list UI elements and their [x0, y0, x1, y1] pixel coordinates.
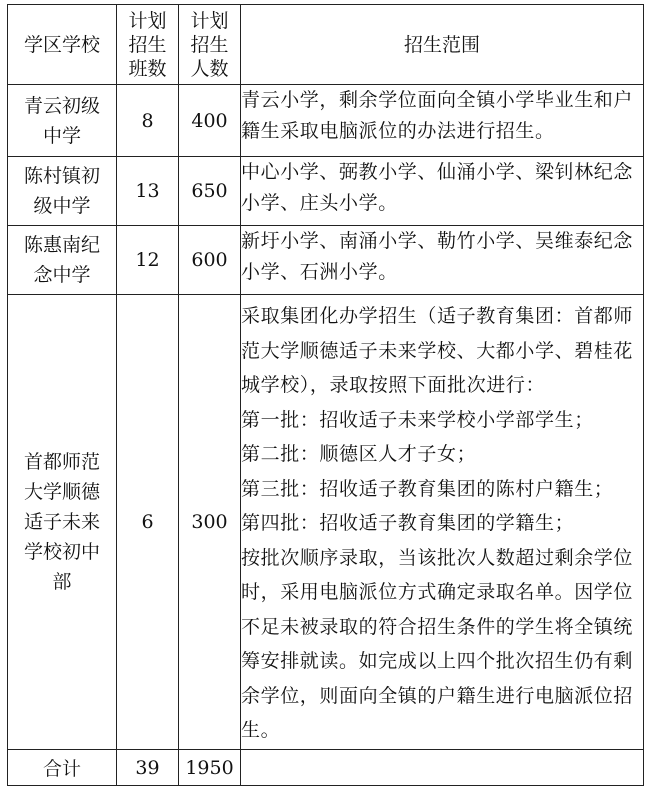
admissions-table — [7, 4, 644, 786]
school-name-line: 学校初中 — [23, 541, 100, 563]
scope-line: 余学位，则面向全镇的户籍生进行电脑派位招 — [241, 684, 634, 707]
school-name-line: 适子未来 — [23, 511, 100, 533]
school-name-line: 中学 — [42, 124, 81, 147]
scope-line: 籍生采取电脑派位的办法进行招生。 — [241, 120, 555, 142]
scope-line: 城学校），录取按照下面批次进行： — [241, 374, 546, 396]
planned-students: 600 — [179, 226, 241, 295]
school-name-line: 首都师范 — [23, 451, 100, 473]
planned-students: 300 — [179, 295, 241, 750]
scope-line: 小学、庄头小学。 — [241, 192, 398, 214]
table-row — [8, 157, 644, 226]
scope-line: 第四批：招收适子教育集团的学籍生； — [241, 512, 575, 534]
header-students-line: 招生 — [190, 33, 229, 56]
header-school: 学区学校 — [8, 5, 117, 85]
table-row — [8, 226, 644, 295]
planned-classes: 12 — [117, 226, 179, 295]
school-name — [8, 157, 117, 226]
planned-classes: 8 — [117, 85, 179, 157]
school-name — [8, 226, 117, 295]
scope-line: 时，采用电脑派位方式确定录取名单。因学位 — [241, 581, 634, 603]
scope-line: 筹安排就读。如完成以上四个批次招生仍有剩 — [241, 650, 634, 672]
total-scope — [241, 750, 644, 786]
planned-classes: 13 — [117, 157, 179, 226]
school-name-line: 青云初级 — [23, 94, 100, 117]
admission-scope — [241, 295, 644, 750]
admission-scope — [241, 85, 644, 157]
planned-students: 400 — [179, 85, 241, 157]
scope-line: 小学、石洲小学。 — [241, 261, 398, 283]
header-planned-classes — [117, 5, 179, 85]
scope-line: 生。 — [241, 719, 281, 741]
scope-line: 新圩小学、南涌小学、勒竹小学、吴维泰纪念 — [241, 230, 634, 252]
scope-line: 不足未被录取的符合招生条件的学生将全镇统 — [241, 615, 634, 638]
scope-line: 采取集团化办学招生（适子教育集团：首都师 — [241, 305, 634, 327]
header-students-line: 计划 — [190, 9, 229, 32]
school-name-line: 陈惠南纪 — [23, 234, 100, 256]
total-label: 合计 — [8, 750, 117, 786]
table-row — [8, 295, 644, 750]
total-classes: 39 — [117, 750, 179, 786]
header-classes-line: 计划 — [128, 9, 167, 32]
scope-line: 第一批：招收适子未来学校小学部学生； — [241, 408, 594, 431]
total-row — [8, 750, 644, 786]
scope-line: 第二批：顺德区人才子女； — [241, 443, 477, 465]
total-students: 1950 — [179, 750, 241, 786]
school-name-line: 大学顺德 — [23, 481, 100, 503]
planned-classes: 6 — [117, 295, 179, 750]
school-name — [8, 85, 117, 157]
school-name-line: 部 — [52, 571, 72, 593]
header-row — [8, 5, 644, 85]
header-classes-line: 班数 — [128, 57, 167, 80]
scope-line: 范大学顺德适子未来学校、大都小学、碧桂花 — [241, 339, 634, 362]
table-row — [8, 85, 644, 157]
school-name-line: 级中学 — [33, 195, 91, 217]
scope-line: 第三批：招收适子教育集团的陈村户籍生； — [241, 477, 614, 500]
scope-line: 按批次顺序录取，当该批次人数超过剩余学位 — [241, 546, 634, 569]
admission-scope — [241, 157, 644, 226]
header-planned-students — [179, 5, 241, 85]
planned-students: 650 — [179, 157, 241, 226]
school-name-line: 念中学 — [33, 264, 91, 286]
header-scope: 招生范围 — [241, 5, 644, 85]
header-classes-line: 招生 — [128, 33, 167, 56]
header-students-line: 人数 — [190, 57, 229, 80]
scope-line: 青云小学，剩余学位面向全镇小学毕业生和户 — [241, 89, 634, 111]
school-name — [8, 295, 117, 750]
scope-line: 中心小学、弼教小学、仙涌小学、梁钊林纪念 — [241, 161, 634, 183]
admission-scope — [241, 226, 644, 295]
school-name-line: 陈村镇初 — [23, 165, 100, 187]
